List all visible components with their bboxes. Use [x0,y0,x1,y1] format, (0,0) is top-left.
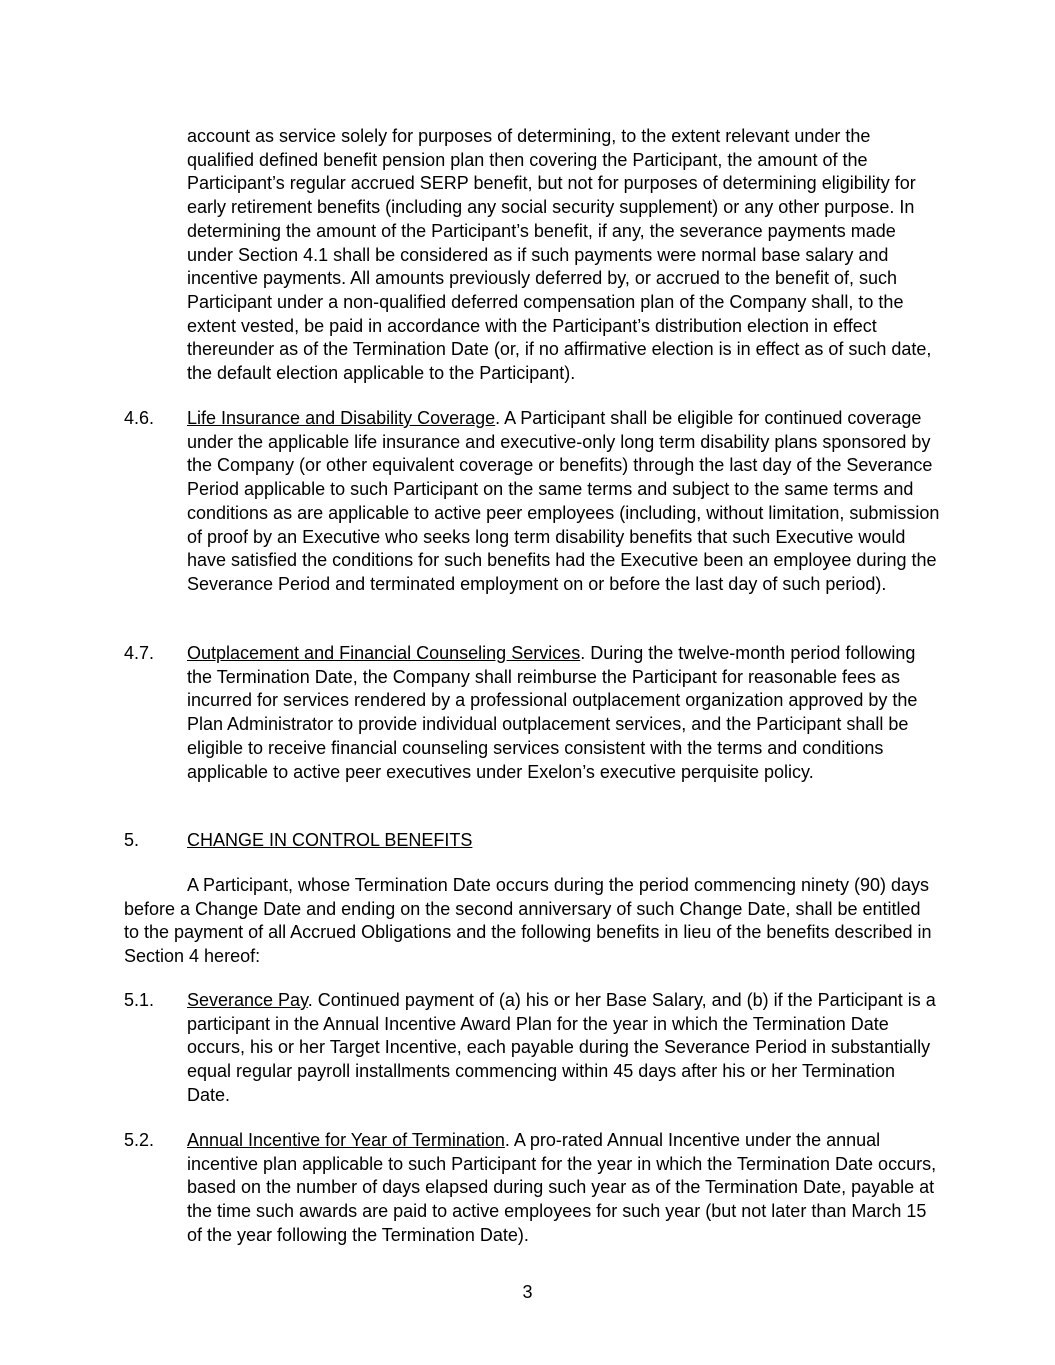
section-body [187,642,942,784]
section-body [187,829,942,853]
section-title: Life Insurance and Disability Coverage [187,408,496,428]
section-body [187,1129,942,1248]
section-number: 4.6. [124,408,155,428]
section-body [187,407,942,597]
section-text: . During the twelve-month period following the Termination Date, the Company shall reimburse the Participant for reasonable fees as incurred for services rendered by a professional outplacement organization approved by the Plan Administrator to provide individual outplacement services, and the Participant shall be eligible to receive financial counseling services consistent with the terms and conditions applicable to active peer executives under Exelon’s executive perquisite policy. [187,643,918,782]
section-title: Annual Incentive for Year of Termination [187,1130,505,1150]
section-title: Outplacement and Financial Counseling Services [187,643,581,663]
section-text: . A Participant shall be eligible for continued coverage under the applicable life insurance and executive-only long term disability plans sponsored by the Company (or other equivalent coverage or benefits) through the last day of the Severance Period applicable to such Participant on the same terms and subject to the same terms and conditions as are applicable to active peer employees (including, without limitation, submission of proof by an Executive who seeks long term disability benefits that such Executive would have satisfied the conditions for such benefits had the Executive been an employee during the Severance Period and terminated employment on or before the last day of such period). [187,408,940,594]
section-title: Severance Pay [187,990,308,1010]
section-text: . A pro-rated Annual Incentive under the annual incentive plan applicable to such Participant for the year in which the Termination Date occurs, based on the number of days elapsed during such year as of the Termination Date, payable at the time such awards are paid to active employees for such year (but not later than March 15 of the year following the Termination Date). [187,1130,937,1245]
section-title: CHANGE IN CONTROL BENEFITS [187,830,473,850]
section-number: 5.2. [124,1130,155,1150]
section-text: . Continued payment of (a) his or her Base Salary, and (b) if the Participant is a participant in the Annual Incentive Award Plan for the year in which the Termination Date occurs, his or her Target Incentive, each payable during the Severance Period in substantially equal regular payroll installments commencing within 45 days after his or her Termination Date. [187,990,936,1105]
section-number: 5. [124,830,140,850]
section-body [187,989,942,1108]
section-number: 5.1. [124,990,155,1010]
page-number: 3 [522,1282,533,1302]
section-number: 4.7. [124,643,155,663]
section-5-intro: A Participant, whose Termination Date occurs during the period commencing ninety (90) days before a Change Date and ending on the second anniversary of such Change Date, shall be entitled to the payment of all Accrued Obligations and the following benefits in lieu of the benefits described in Section 4 hereof: [124,875,932,967]
continuation-paragraph: account as service solely for purposes of determining, to the extent relevant under the qualified defined benefit pension plan then covering the Participant, the amount of the Participant’s regular accrued SERP benefit, but not for purposes of determining eligibility for early retirement benefits (including any social security supplement) or any other purpose. In determining the amount of the Participant’s benefit, if any, the severance payments made under Section 4.1 shall be considered as if such payments were normal base salary and incentive payments. All amounts previously deferred by, or accrued to the benefit of, such Participant under a non-qualified deferred compensation plan of the Company shall, to the extent vested, be paid in accordance with the Participant’s distribution election in effect thereunder as of the Termination Date (or, if no affirmative election is in effect as of such date, the default election applicable to the Participant). [187,126,932,384]
